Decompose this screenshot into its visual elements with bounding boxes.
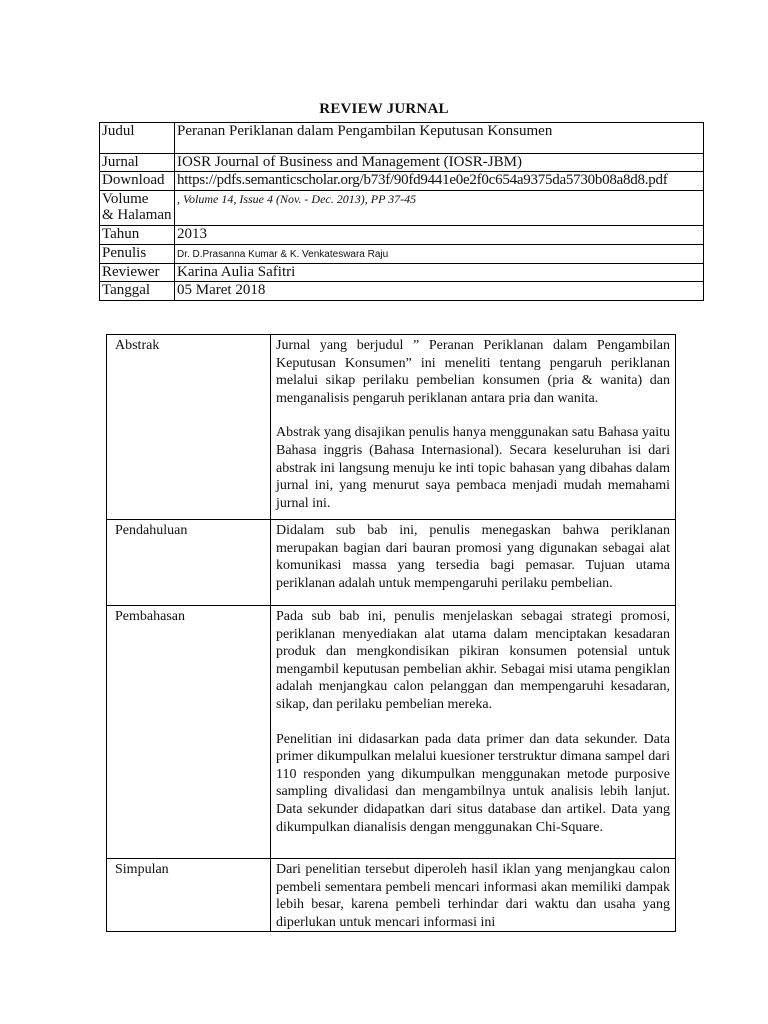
journal-info-table xyxy=(99,122,704,301)
info-row-volume xyxy=(100,191,704,226)
section-body xyxy=(271,859,676,932)
section-name: Pembahasan xyxy=(107,606,271,859)
review-row-simpulan xyxy=(107,859,676,932)
paragraph: Didalam sub bab ini, penulis menegaskan bahwa periklanan merupakan bagian dari bauran promosi yang digunakan sebagai alat komunikasi massa yang tersedia bagi pemasar. Tujuan utama periklanan adalah untuk mempengaruhi perilaku pembelian. xyxy=(276,523,670,591)
info-value-text: , Volume 14, Issue 4 (Nov. - Dec. 2013), PP 37-45 xyxy=(177,192,417,206)
paragraph: Pada sub bab ini, penulis menjelaskan sebagai strategi promosi, periklanan menyediakan alat utama dalam menciptakan kesadaran produk dan mengkondisikan pikiran konsumen potensial untuk mengambil keputusan pembelian akhir. Sebagai misi utama pengiklan adalah menjangkau calon pelanggan dan mempengaruhi kesadaran, sikap, dan perilaku pembelian mereka. xyxy=(276,609,670,712)
info-key: Tanggal xyxy=(100,282,175,301)
section-name: Abstrak xyxy=(107,335,271,520)
info-row-reviewer xyxy=(100,264,704,282)
review-table xyxy=(106,334,676,932)
review-row-pendahuluan xyxy=(107,520,676,606)
review-row-abstrak xyxy=(107,335,676,520)
paragraph: Dari penelitian tersebut diperoleh hasil iklan yang menjangkau calon pembeli sementara pembeli mencari informasi akan memiliki dampak lebih besar, karena pembeli terhindar dari waktu dan usaha yang diperlukan untuk mencari informasi ini xyxy=(276,862,670,930)
paragraph: Jurnal yang berjudul ” Peranan Periklanan dalam Pengambilan Keputusan Konsumen” ini meneliti tentang pengaruh periklanan melalui sikap perilaku pembelian konsumen (pria & wanita) dan menganalisis pengaruh periklanan antara pria dan wanita. xyxy=(276,338,670,406)
section-name: Simpulan xyxy=(107,859,271,932)
info-value: IOSR Journal of Business and Management (IOSR-JBM) xyxy=(175,154,704,172)
section-body xyxy=(271,606,676,859)
info-key: Jurnal xyxy=(100,154,175,172)
info-key: Penulis xyxy=(100,245,175,264)
info-row-download xyxy=(100,172,704,191)
info-value-link[interactable]: https://pdfs.semanticscholar.org/b73f/90fd9441e0e2f0c654a9375da5730b08a8d8.pdf xyxy=(175,172,704,191)
info-key: Reviewer xyxy=(100,264,175,282)
review-row-pembahasan xyxy=(107,606,676,859)
info-key-line1: Volume xyxy=(102,191,149,207)
section-body xyxy=(271,335,676,520)
section-body xyxy=(271,520,676,606)
info-key: Download xyxy=(100,172,175,191)
info-value: Karina Aulia Safitri xyxy=(175,264,704,282)
info-row-tanggal xyxy=(100,282,704,301)
info-row-tahun xyxy=(100,226,704,245)
info-value: 05 Maret 2018 xyxy=(175,282,704,301)
info-row-penulis xyxy=(100,245,704,264)
paragraph: Penelitian ini didasarkan pada data primer dan data sekunder. Data primer dikumpulkan melalui kuesioner terstruktur dimana sampel dari 110 responden yang dikumpulkan menggunakan metode purposive sampling divalidasi dan mengambilnya untuk analisis lebih lanjut. Data sekunder didapatkan dari situs database dan artikel. Data yang dikumpulkan dianalisis dengan menggunakan Chi-Square. xyxy=(276,731,670,835)
info-value xyxy=(175,191,704,226)
info-value xyxy=(175,245,704,264)
info-value-text: Dr. D.Prasanna Kumar & K. Venkateswara Raju xyxy=(177,249,389,260)
document-title: REVIEW JURNAL xyxy=(319,101,449,117)
info-key xyxy=(100,191,175,226)
info-value: Peranan Periklanan dalam Pengambilan Keputusan Konsumen xyxy=(175,123,704,154)
paragraph: Abstrak yang disajikan penulis hanya menggunakan satu Bahasa yaitu Bahasa inggris (Bahasa Internasional). Secara keseluruhan isi dari abstrak ini langsung menuju ke inti topic bahasan yang dibahas dalam jurnal ini, yang menurut saya pembaca menjadi mudah memahami jurnal ini. xyxy=(276,425,670,511)
info-key-line2: & Halaman xyxy=(102,207,172,223)
section-name: Pendahuluan xyxy=(107,520,271,606)
info-value: 2013 xyxy=(175,226,704,245)
info-row-jurnal xyxy=(100,154,704,172)
info-key: Tahun xyxy=(100,226,175,245)
info-key: Judul xyxy=(100,123,175,154)
info-row-judul xyxy=(100,123,704,154)
